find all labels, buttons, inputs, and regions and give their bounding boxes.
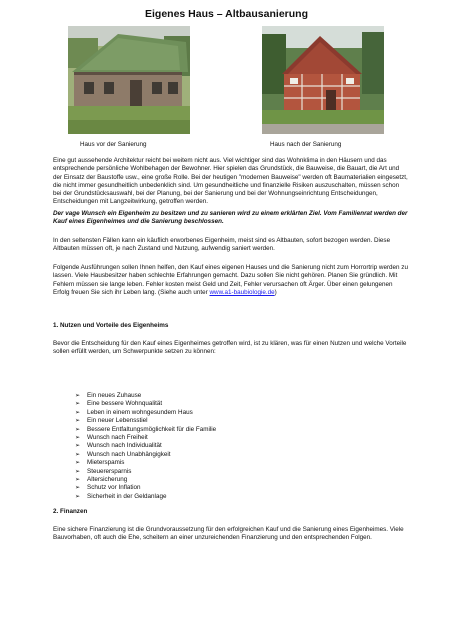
arrow-bullet-icon: ➢ — [75, 468, 81, 475]
guidance-text: Folgende Ausführungen sollen Ihnen helfen, den Kauf eines eigenen Hauses und die Sanierung nicht zum Horrortrip werden zu lassen. Viele Hausbesitzer haben schlechte Erfahrungen gemacht. Dazu sollen Sie nicht gehören. Planen Sie gründlich. Mit Fehlern müssen sie lange leben. Fehler kosten meist Geld und Zeit, Fehler verursachen oft Ärger. Über einen gelungenen Erfolg freuen Sie sich ihr Leben lang. — [53, 264, 408, 296]
benefit-text: Eine bessere Wohnqualität — [87, 400, 163, 408]
benefit-list-item — [75, 434, 216, 442]
benefit-text: Wunsch nach Individualität — [87, 442, 162, 450]
intro-paragraph: Eine gut aussehende Architektur reicht bei weitem nicht aus. Viel wichtiger sind das Wohnklima in den Häusern und das entsprechende persönliche Wohlbehagen der Bewohner. Hier spielen das Grundstück, die Bauweise, die Bauart, die Art und der Einsatz der Baustoffe usw., eine große Rolle. Bei der heutigen "modernen Bauweise" werden oft Baumaterialien eingesetzt, die nicht immer gesundheitlich unbedenklich sind. Um gesundheitliche und finanzielle Risiken auszuschalten, müssen schon bei der Grundstücksauswahl, bei der Planung, bei der Sanierung und bei der Wohnungseinrichtung Entscheidungen, Entscheidungen mit Langzeitwirkung, getroffen werden. — [53, 157, 408, 206]
benefit-list-item — [75, 400, 216, 408]
arrow-bullet-icon: ➢ — [75, 409, 81, 416]
section1-heading: 1. Nutzen und Vorteile des Eigenheims — [53, 322, 169, 329]
benefit-text: Altersicherung — [87, 476, 128, 484]
baubiologie-link[interactable]: www.a1-baubiologie.de — [209, 288, 275, 296]
arrow-bullet-icon: ➢ — [75, 485, 81, 492]
arrow-bullet-icon: ➢ — [75, 460, 81, 467]
benefit-text: Ein neues Zuhause — [87, 392, 142, 399]
after-photo-caption: Haus nach der Sanierung — [270, 141, 342, 148]
arrow-bullet-icon: ➢ — [75, 418, 81, 425]
before-photo-caption: Haus vor der Sanierung — [80, 141, 147, 148]
benefit-list-item — [75, 493, 216, 501]
benefit-list-item — [75, 442, 216, 450]
benefit-text: Leben in einem wohngesundem Haus — [87, 408, 193, 416]
benefit-list-item — [75, 476, 216, 484]
benefit-list-item — [75, 426, 216, 434]
goal-paragraph: Der vage Wunsch ein Eigenheim zu besitzen und zu sanieren wird zu einem erklärten Ziel. Vom Familienrat werden der Kauf eines Eigenheimes und die Sanierung beschlossen. — [53, 210, 408, 226]
reference-prefix: (Siehe auch unter — [158, 288, 210, 296]
benefit-text: Mieterspamis — [87, 459, 125, 467]
house-after-photo — [262, 26, 384, 134]
benefit-list-item — [75, 409, 216, 417]
benefit-list-item — [75, 451, 216, 459]
house-before-photo — [68, 26, 190, 134]
section1-intro: Bevor die Entscheidung für den Kauf eines Eigenheimes getroffen wird, ist zu klären, was für einen Nutzen und welche Vorteile sollen erfüllt werden, um Schwerpunkte setzen zu können: — [53, 340, 407, 356]
benefit-list-item — [75, 392, 216, 400]
arrow-bullet-icon: ➢ — [75, 451, 81, 458]
arrow-bullet-icon: ➢ — [75, 435, 81, 442]
benefit-list-item — [75, 484, 216, 492]
reference-suffix: ) — [274, 288, 277, 296]
benefit-text: Steuerersparnis — [87, 467, 132, 475]
benefit-list-item — [75, 468, 216, 476]
guidance-paragraph — [53, 264, 408, 297]
benefit-list-item — [75, 417, 216, 425]
arrow-bullet-icon: ➢ — [75, 426, 81, 433]
arrow-bullet-icon: ➢ — [75, 477, 81, 484]
arrow-bullet-icon: ➢ — [75, 401, 81, 408]
benefit-text: Wunsch nach Unabhängigkeit — [87, 450, 171, 458]
benefit-text: Schutz vor Inflation — [87, 484, 141, 492]
benefits-list — [75, 392, 216, 501]
arrow-bullet-icon: ➢ — [75, 493, 81, 500]
section2-heading: 2. Finanzen — [53, 508, 88, 515]
page-title: Eigenes Haus – Altbausanierung — [145, 8, 308, 20]
altbau-paragraph: In den seltensten Fällen kann ein käuflich erworbenes Eigenheim, meist sind es Altbauten, sofort bezogen werden. Diese Altbauten müssen oft, je nach Zustand und Nutzung, aufwendig saniert werden. — [53, 237, 391, 253]
arrow-bullet-icon: ➢ — [75, 393, 81, 399]
benefit-list-item — [75, 459, 216, 467]
arrow-bullet-icon: ➢ — [75, 443, 81, 450]
section2-text: Eine sichere Finanzierung ist die Grundvoraussetzung für den erfolgreichen Kauf und die Sanierung eines Eigenheimes. Viele Bauvorhaben, oft auch die Ehe, scheitern an einer unzureichenden Finanzierung und den entsprechenden Folgen. — [53, 526, 404, 542]
benefit-text: Ein neuer Lebensstiel — [87, 417, 148, 425]
benefit-text: Sicherheit in der Geldanlage — [87, 492, 167, 500]
benefit-text: Wunsch nach Freiheit — [87, 434, 148, 442]
benefit-text: Bessere Entfaltungsmöglichkeit für die Familie — [87, 425, 217, 433]
